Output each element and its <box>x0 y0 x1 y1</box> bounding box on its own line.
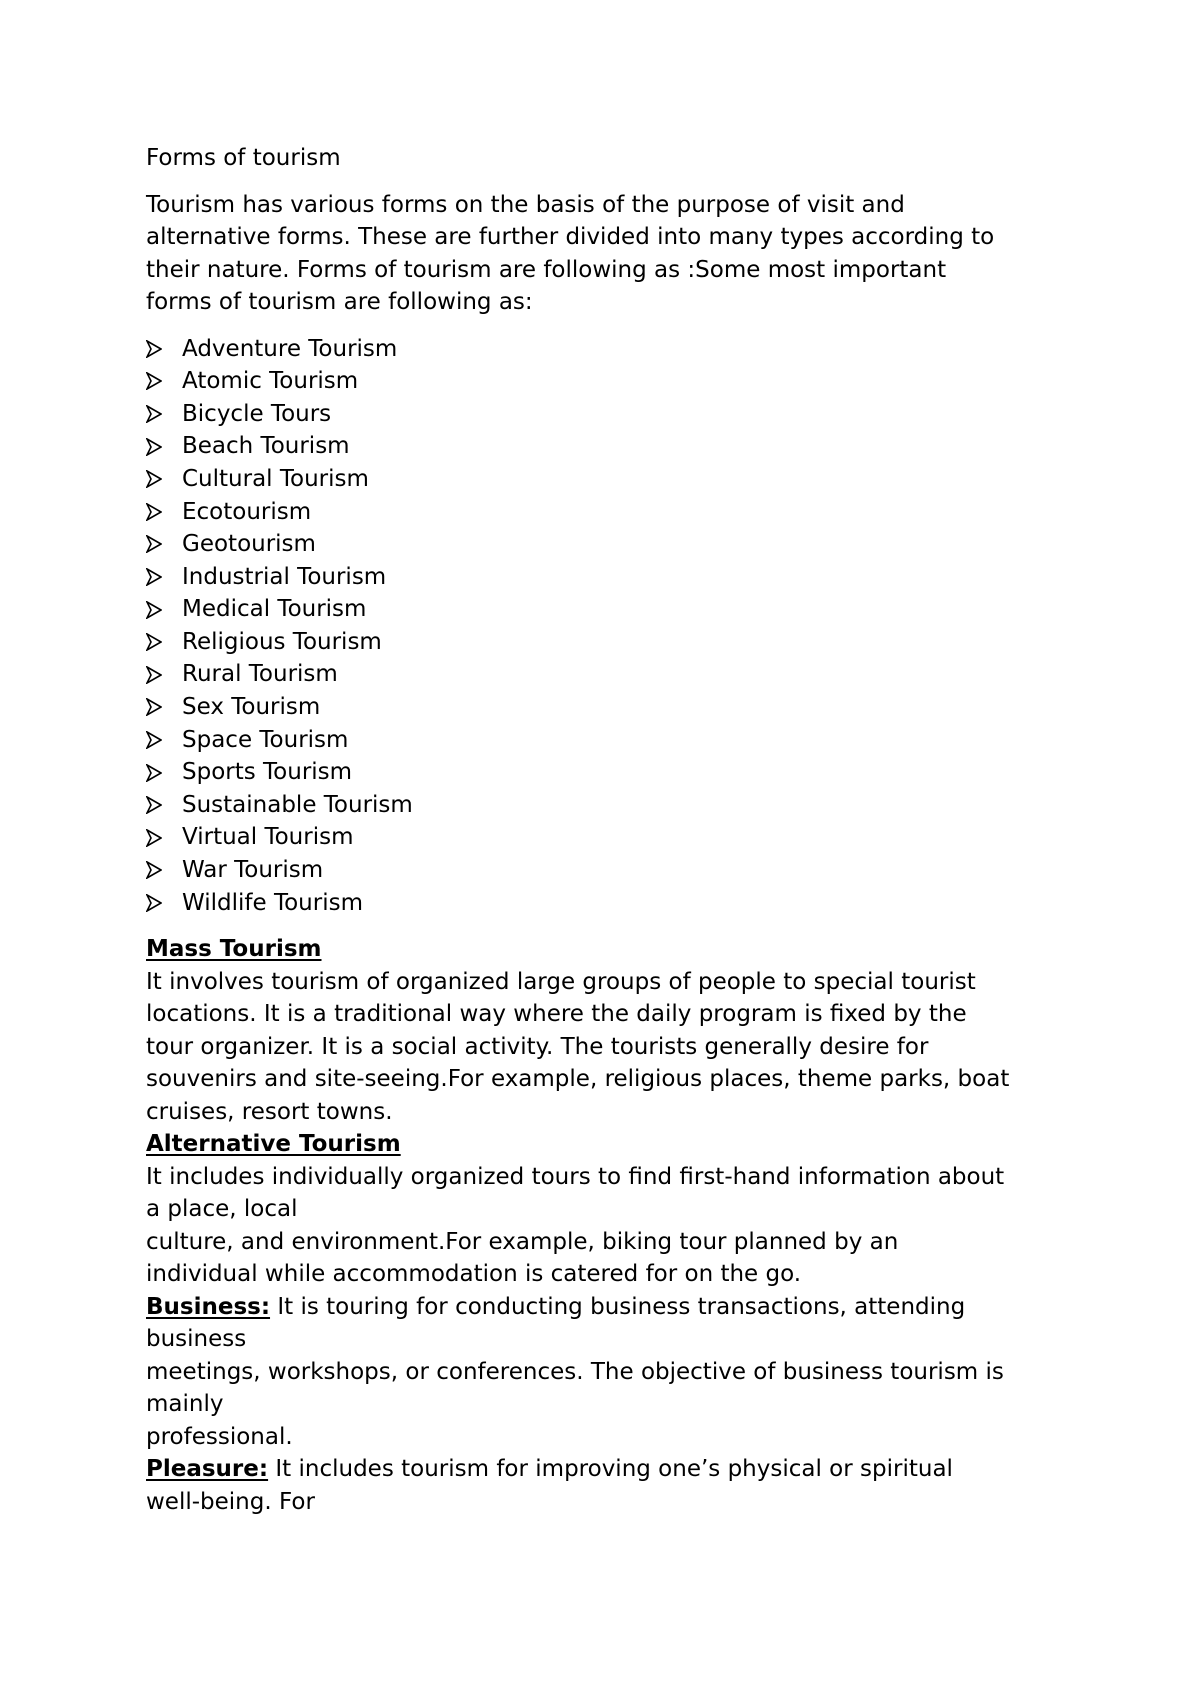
list-item-label: Geotourism <box>182 531 316 558</box>
paragraph-line: a place, local <box>146 1196 298 1223</box>
arrowhead-bullet-icon <box>146 405 182 423</box>
list-item <box>146 756 1086 789</box>
alternative-tourism-section <box>146 1128 1086 1291</box>
arrowhead-bullet-icon <box>146 666 182 684</box>
arrowhead-bullet-icon <box>146 698 182 716</box>
forms-list <box>146 333 1086 920</box>
intro-paragraph <box>146 189 1086 319</box>
pleasure-section <box>146 1453 1086 1518</box>
arrowhead-bullet-icon <box>146 372 182 390</box>
paragraph-line: meetings, workshops, or conferences. The objective of business tourism is <box>146 1358 1004 1385</box>
arrowhead-bullet-icon <box>146 503 182 521</box>
list-item <box>146 789 1086 822</box>
intro-line: forms of tourism are following as: <box>146 289 533 315</box>
list-item <box>146 593 1086 626</box>
arrowhead-bullet-icon <box>146 601 182 619</box>
arrowhead-bullet-icon <box>146 861 182 879</box>
list-item <box>146 658 1086 691</box>
paragraph-line: culture, and environment.For example, biking tour planned by an <box>146 1228 899 1255</box>
list-item-label: Atomic Tourism <box>182 368 359 395</box>
business-section <box>146 1291 1086 1454</box>
paragraph-line: It involves tourism of organized large groups of people to special tourist <box>146 968 976 995</box>
list-item <box>146 887 1086 920</box>
paragraph-line: It includes individually organized tours to find first-hand information about <box>146 1163 1005 1190</box>
list-item <box>146 821 1086 854</box>
list-item-label: Cultural Tourism <box>182 465 369 492</box>
document-title: Forms of tourism <box>146 145 341 171</box>
pleasure-first-line <box>146 1453 1086 1486</box>
list-item-label: Space Tourism <box>182 726 349 753</box>
arrowhead-bullet-icon <box>146 568 182 586</box>
list-item-label: Ecotourism <box>182 498 312 525</box>
list-item-label: Bicycle Tours <box>182 400 332 427</box>
paragraph-line: souvenirs and site-seeing.For example, religious places, theme parks, boat <box>146 1066 1010 1093</box>
list-item <box>146 398 1086 431</box>
paragraph-line: mainly <box>146 1391 224 1418</box>
arrowhead-bullet-icon <box>146 633 182 651</box>
paragraph-line: tour organizer. It is a social activity. The tourists generally desire for <box>146 1033 929 1060</box>
intro-line: their nature. Forms of tourism are following as :Some most important <box>146 256 947 283</box>
arrowhead-bullet-icon <box>146 796 182 814</box>
list-item <box>146 854 1086 887</box>
list-item <box>146 724 1086 757</box>
list-item-label: Sports Tourism <box>182 759 353 786</box>
list-item <box>146 691 1086 724</box>
pleasure-heading: Pleasure: <box>146 1456 269 1483</box>
list-item-label: Industrial Tourism <box>182 563 387 590</box>
paragraph-line: cruises, resort towns. <box>146 1098 393 1125</box>
intro-line: alternative forms. These are further divided into many types according to <box>146 224 995 250</box>
paragraph-line: locations. It is a traditional way where the daily program is fixed by the <box>146 1001 967 1028</box>
mass-tourism-section <box>146 933 1086 1128</box>
list-item-label: Sex Tourism <box>182 694 321 721</box>
business-first-line <box>146 1291 1086 1324</box>
list-item-label: Beach Tourism <box>182 433 350 460</box>
list-item <box>146 333 1086 366</box>
paragraph-line: individual while accommodation is catered for on the go. <box>146 1261 802 1288</box>
list-item-label: Medical Tourism <box>182 596 367 623</box>
list-item <box>146 528 1086 561</box>
alternative-tourism-heading: Alternative Tourism <box>146 1131 401 1158</box>
arrowhead-bullet-icon <box>146 894 182 912</box>
list-item-label: War Tourism <box>182 857 324 884</box>
list-item-label: Wildlife Tourism <box>182 889 363 916</box>
list-item-label: Adventure Tourism <box>182 335 398 362</box>
mass-tourism-heading: Mass Tourism <box>146 936 322 963</box>
list-item-label: Rural Tourism <box>182 661 338 688</box>
arrowhead-bullet-icon <box>146 731 182 749</box>
list-item <box>146 495 1086 528</box>
list-item <box>146 463 1086 496</box>
list-item <box>146 430 1086 463</box>
arrowhead-bullet-icon <box>146 340 182 358</box>
arrowhead-bullet-icon <box>146 829 182 847</box>
arrowhead-bullet-icon <box>146 470 182 488</box>
arrowhead-bullet-icon <box>146 535 182 553</box>
document-page <box>146 142 1086 1518</box>
intro-line: Tourism has various forms on the basis of the purpose of visit and <box>146 191 905 218</box>
list-item <box>146 561 1086 594</box>
arrowhead-bullet-icon <box>146 764 182 782</box>
business-heading: Business: <box>146 1293 271 1320</box>
paragraph-line: professional. <box>146 1423 293 1450</box>
list-item-label: Religious Tourism <box>182 628 382 655</box>
paragraph-line: well-being. For <box>146 1488 315 1515</box>
business-text: It is touring for conducting business transactions, attending <box>270 1293 966 1320</box>
list-item <box>146 365 1086 398</box>
list-item <box>146 626 1086 659</box>
list-item-label: Sustainable Tourism <box>182 791 413 818</box>
arrowhead-bullet-icon <box>146 438 182 456</box>
list-item-label: Virtual Tourism <box>182 824 354 851</box>
pleasure-text: It includes tourism for improving one’s physical or spiritual <box>268 1456 953 1483</box>
paragraph-line: business <box>146 1326 247 1353</box>
